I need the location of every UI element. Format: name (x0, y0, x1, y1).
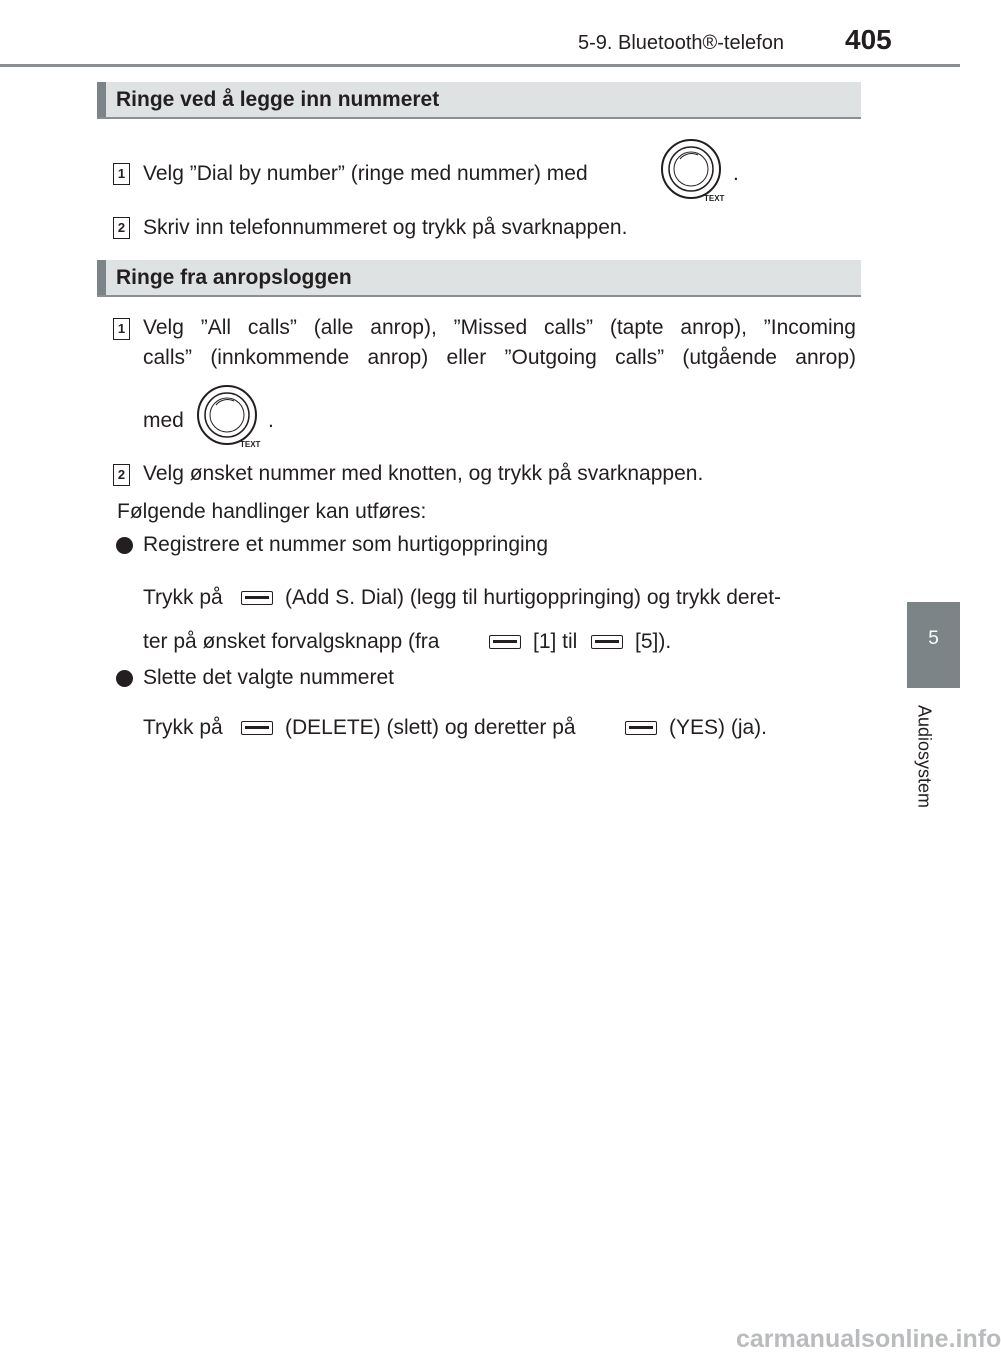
svg-text:TEXT: TEXT (240, 440, 261, 449)
section-heading-dial-by-number (97, 82, 861, 119)
step-text: med (143, 409, 184, 432)
bullet-text: ter på ønsket forvalgsknapp (fra (143, 630, 440, 653)
heading-accent-bar (97, 260, 106, 295)
step-text-end: . (268, 409, 274, 432)
section-heading-call-log (97, 260, 861, 297)
chapter-number: 5 (928, 628, 939, 649)
page-number: 405 (845, 24, 892, 55)
bullet-text: (DELETE) (slett) og deretter på (285, 716, 576, 739)
heading-accent-bar (97, 82, 106, 117)
bullet-text: (YES) (ja). (669, 716, 768, 739)
section-title: 5-9. Bluetooth®-telefon (578, 32, 784, 54)
step-number-badge: 2 (113, 464, 130, 486)
header-divider (0, 64, 960, 67)
step-text: Velg ”All calls” (alle anrop), ”Missed calls” (tapte anrop), ”Incoming (143, 316, 856, 339)
step-text: Velg ønsket nummer med knotten, og trykk på svarknappen. (143, 462, 704, 485)
bullet-text: (Add S. Dial) (legg til hurtigoppringing) og trykk deret- (285, 586, 782, 609)
bullet-icon (116, 537, 133, 554)
step-number-badge: 1 (113, 318, 130, 340)
watermark: carmanualsonline.info (736, 1325, 1001, 1353)
step-number-badge: 1 (113, 163, 130, 185)
section-heading-text: Ringe ved å legge inn nummeret (116, 88, 440, 111)
chapter-label (901, 700, 947, 822)
bullet-title: Slette det valgte nummeret (143, 666, 394, 689)
screen-button-icon (241, 591, 273, 605)
bullet-text: [5]). (635, 630, 672, 653)
tune-knob-icon (197, 383, 265, 451)
chapter-tab[interactable] (907, 602, 960, 688)
screen-button-icon (625, 721, 657, 735)
step-text: Velg ”Dial by number” (ringe med nummer) med (143, 162, 588, 185)
bullet-text: Trykk på (143, 586, 223, 609)
step-number-badge: 2 (113, 217, 130, 239)
preset-button-icon (591, 635, 623, 649)
screen-button-icon (241, 721, 273, 735)
step-text: Skriv inn telefonnummeret og trykk på svarknappen. (143, 216, 628, 239)
bullet-text: [1] til (533, 630, 578, 653)
svg-text:TEXT: TEXT (704, 194, 725, 203)
chapter-label-text: Audiosystem (914, 704, 935, 809)
section-heading-text: Ringe fra anropsloggen (116, 266, 352, 289)
bullet-text: Trykk på (143, 716, 223, 739)
step-text: calls” (innkommende anrop) eller ”Outgoing calls” (utgående anrop) (143, 346, 856, 369)
bullet-icon (116, 670, 133, 687)
bullet-title: Registrere et nummer som hurtigoppringing (143, 533, 549, 556)
tune-knob-icon (658, 137, 726, 205)
preset-button-icon (489, 635, 521, 649)
actions-intro: Følgende handlinger kan utføres: (117, 500, 427, 523)
step-text-end: . (733, 162, 739, 185)
